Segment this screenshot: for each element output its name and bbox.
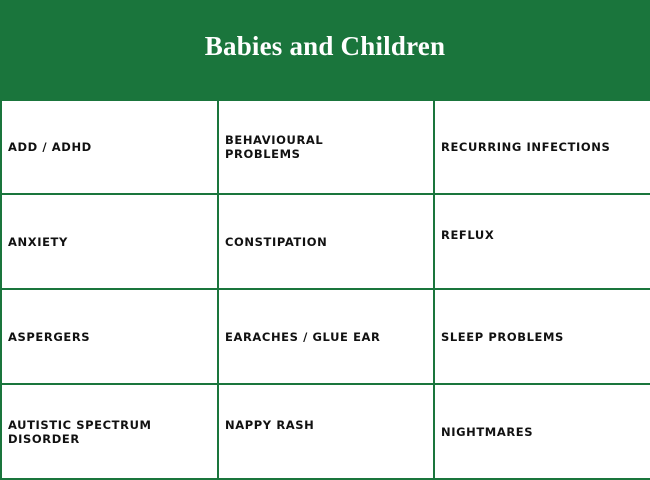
condition-label: REFLUX (441, 227, 495, 242)
header-banner (0, 0, 650, 99)
condition-label: ADD / ADHD (8, 140, 92, 154)
condition-label: BEHAVIOURAL PROBLEMS (225, 133, 324, 161)
condition-label: SLEEP PROBLEMS (441, 329, 564, 344)
grid-cell (2, 195, 217, 288)
grid-cell (2, 101, 217, 193)
grid-cell (219, 101, 433, 193)
condition-label: ANXIETY (8, 234, 68, 249)
conditions-grid (0, 99, 650, 480)
condition-label: CONSTIPATION (225, 234, 328, 249)
grid-cell (435, 195, 650, 288)
condition-label: AUTISTIC SPECTRUM DISORDER (8, 417, 152, 446)
condition-label: NAPPY RASH (225, 417, 315, 432)
page-title: Babies and Children (204, 31, 446, 61)
grid-cell (435, 385, 650, 478)
condition-label: RECURRING INFECTIONS (441, 140, 611, 154)
grid-cell (219, 195, 433, 288)
grid-cell (2, 385, 217, 478)
grid-cell (435, 290, 650, 383)
condition-label: NIGHTMARES (441, 424, 534, 439)
grid-cell (2, 290, 217, 383)
condition-label: ASPERGERS (8, 329, 91, 344)
condition-label: EARACHES / GLUE EAR (225, 329, 381, 344)
grid-cell (219, 385, 433, 478)
grid-cell (219, 290, 433, 383)
grid-cell (435, 101, 650, 193)
